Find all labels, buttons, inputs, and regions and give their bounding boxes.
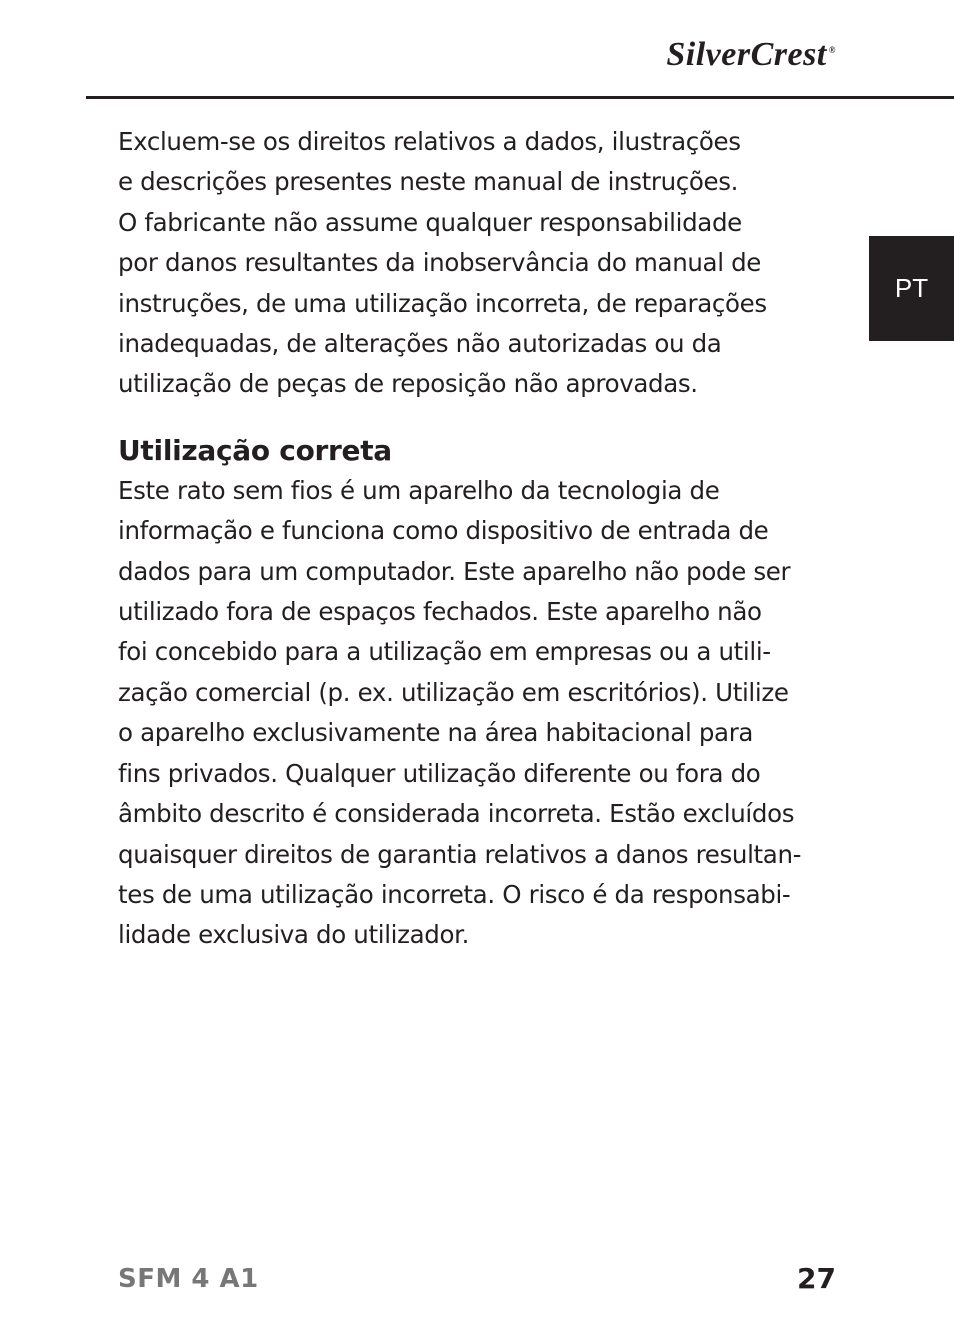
language-tab-label: PT (894, 273, 929, 303)
section-paragraph: Este rato sem fios é um aparelho da tecnologia de informação e funciona como dispositivo de entrada de dados para um computador. Este aparelho não pode ser utilizado fora de espaços fechados. Este aparelho não foi concebido para a utilização em empresas ou a utili- zação comercial (p. ex. utilização em escritórios). Utilize o aparelho exclusivamente na área habitacional para fins privados. Qualquer utilização diferente ou fora do âmbito descrito é considerada incorreta. Estão excluídos quaisquer direitos de garantia relativos a danos resultan- tes de uma utilização incorreta. O risco é da responsabi- lidade exclusiva do utilizador. (118, 475, 802, 950)
intro-paragraph: Excluem-se os direitos relativos a dados, ilustrações e descrições presentes neste manual de instruções. O fabricante não assume qualquer responsabilidade por danos resultantes da inobservância do manual de instruções, de uma utilização incorreta, de reparações inadequadas, de alterações não autorizadas ou da utilização de peças de reposição não aprovadas. (118, 127, 767, 399)
header-divider (86, 96, 954, 99)
section-heading: Utilização correta (118, 433, 392, 467)
page-content (118, 122, 848, 956)
language-tab (869, 236, 954, 341)
footer-page-number: 27 (797, 1262, 836, 1295)
brand-name: SilverCrest (666, 36, 827, 73)
brand-logo (666, 38, 836, 72)
registered-mark: ® (828, 44, 836, 55)
footer-model-name: SFM 4 A1 (118, 1264, 259, 1294)
